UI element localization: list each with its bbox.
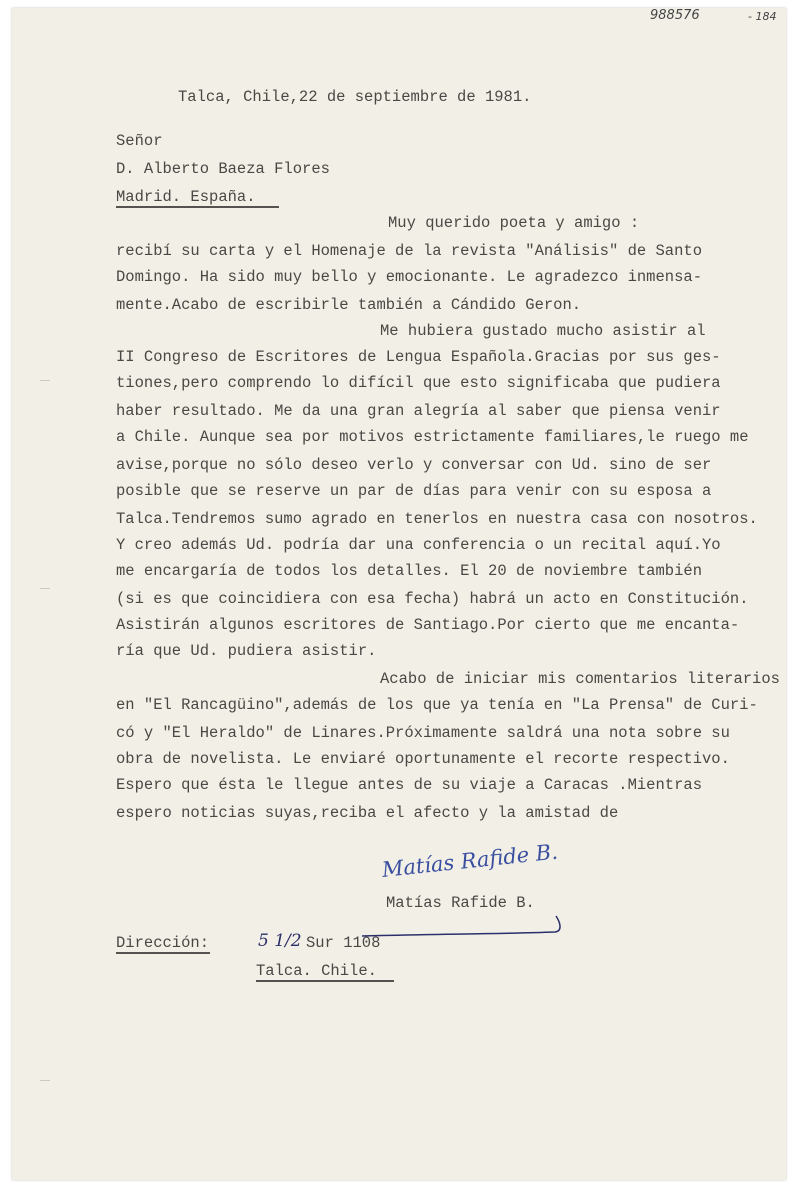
body-line: obra de novelista. Le enviaré oportunamente el recorte respectivo. [116,750,730,768]
street-number-handwritten: 5 1/2 [258,931,302,951]
body-line: a Chile. Aunque sea por motivos estrictamente familiares,le ruego me [116,428,749,446]
typed-signature: Matías Rafide B. [386,894,535,912]
body-line: Espero que ésta le llegue antes de su viaje a Caracas .Mientras [116,776,702,794]
greeting: Muy querido poeta y amigo : [388,214,640,232]
fold-mark [40,588,50,589]
body-line: Y creo además Ud. podría dar una conferencia o un recital aquí.Yo [116,536,721,554]
recipient-location: Madrid. España. [116,188,256,206]
body-line: espero noticias suyas,reciba el afecto y la amistad de [116,804,619,822]
archive-page-number: - 184 [748,10,777,23]
location-underline [116,206,279,208]
body-line: II Congreso de Escritores de Lengua Española.Gracias por sus ges- [116,348,721,366]
body-line: (si es que coincidiera con esa fecha) habrá un acto en Constitución. [116,590,749,608]
signature-flourish [360,910,570,940]
address-label: Dirección: [116,934,210,952]
fold-mark [40,380,50,381]
body-line: Acabo de iniciar mis comentarios literarios [380,670,780,688]
body-line: ría que Ud. pudiera asistir. [116,642,377,660]
body-line: Asistirán algunos escritores de Santiago.Por cierto que me encanta- [116,616,740,634]
body-line: mente.Acabo de escribirle también a Cándido Geron. [116,296,582,314]
body-line: có y "El Heraldo" de Linares.Próximamente saldrá una nota sobre su [116,724,730,742]
body-line: haber resultado. Me da una gran alegría al saber que piensa venir [116,402,721,420]
fold-mark [40,1080,50,1081]
body-line: tiones,pero comprendo lo difícil que esto significaba que pudiera [116,374,721,392]
body-line: me encargaría de todos los detalles. El 20 de noviembre también [116,562,702,580]
salutation: Señor [116,132,163,150]
body-line: avise,porque no sólo deseo verlo y conversar con Ud. sino de ser [116,456,712,474]
body-line: en "El Rancagüino",además de los que ya tenía en "La Prensa" de Curi- [116,696,758,714]
recipient-name: D. Alberto Baeza Flores [116,160,330,178]
date-line: Talca, Chile,22 de septiembre de 1981. [178,88,532,106]
address-city: Talca. Chile. [256,962,377,980]
address-city-underline [256,980,394,982]
body-line: Talca.Tendremos sumo agrado en tenerlos en nuestra casa con nosotros. [116,510,758,528]
body-line: posible que se reserve un par de días para venir con su esposa a [116,482,712,500]
body-line: recibí su carta y el Homenaje de la revista "Análisis" de Santo [116,242,702,260]
body-line: Me hubiera gustado mucho asistir al [380,322,706,340]
body-line: Domingo. Ha sido muy bello y emocionante. Le agradezco inmensa- [116,268,702,286]
address-label-underline [116,952,210,954]
archive-number: 988576 [650,8,700,23]
street-typed: Sur 1108 [306,934,381,952]
handwritten-signature: Matías Rafide B. [380,839,559,882]
